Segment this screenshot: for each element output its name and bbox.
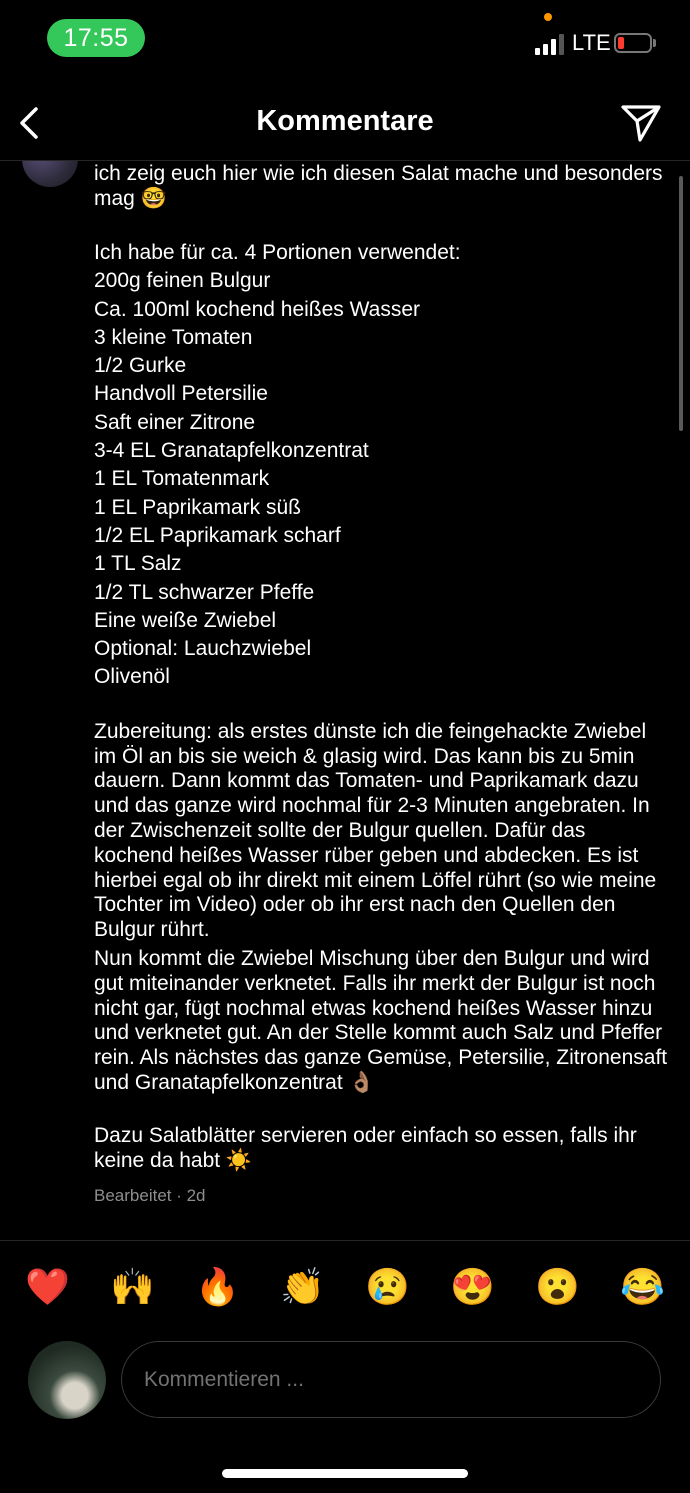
reaction-laughing[interactable]: 😂	[620, 1266, 665, 1307]
ingredient-line: 1 EL Paprikamark süß	[94, 495, 301, 519]
reaction-fire[interactable]: 🔥	[195, 1266, 240, 1307]
reaction-bar	[0, 1240, 690, 1333]
battery-icon	[614, 33, 652, 53]
ingredient-line: 1/2 TL schwarzer Pfeffe	[94, 580, 315, 604]
comment-meta[interactable]: Bearbeitet · 2d	[94, 1186, 206, 1206]
status-time: 17:55	[47, 19, 145, 57]
ingredient-line: 3 kleine Tomaten	[94, 325, 253, 349]
serving-paragraph: Dazu Salatblätter servieren oder einfach so essen, falls ihr keine da habt ☀️	[94, 1123, 637, 1172]
comment-input[interactable]	[121, 1341, 661, 1418]
ingredient-line: 1 EL Tomatenmark	[94, 467, 270, 491]
user-avatar[interactable]	[28, 1341, 106, 1419]
reaction-crying[interactable]: 😢	[365, 1266, 410, 1307]
status-bar	[0, 0, 690, 80]
preparation-paragraph-2: Nun kommt die Zwiebel Mischung über den Bulgur und wird gut miteinander verknetet. Falls ihr merkt der Bulgur ist noch nicht gar, fügt nochmal etwas kochend heißes Wasser hinzu und verknetet gut. An der Stelle kommt auch Salz und Pfeffer rein. Als nächstes das ganze Gemüse, Petersilie, Zitronensaft und Granatapfelkonzentrat 👌🏽	[94, 946, 668, 1094]
privacy-indicator-dot	[544, 13, 552, 21]
cellular-signal-icon	[535, 33, 565, 55]
header	[0, 90, 690, 161]
ingredient-line: Olivenöl	[94, 665, 170, 689]
comment-thread	[0, 161, 690, 1239]
ingredient-line: 3-4 EL Granatapfelkonzentrat	[94, 439, 369, 463]
reaction-clapping[interactable]: 👏	[280, 1266, 325, 1307]
ingredient-line: 1 TL Salz	[94, 552, 182, 576]
comment-intro: ich zeig euch hier wie ich diesen Salat mache und besonders mag 🤓	[94, 162, 663, 210]
ingredients-heading: Ich habe für ca. 4 Portionen verwendet:	[94, 241, 461, 264]
ingredient-line: Ca. 100ml kochend heißes Wasser	[94, 297, 421, 321]
reaction-heart[interactable]: ❤️	[25, 1266, 70, 1307]
home-indicator[interactable]	[222, 1469, 468, 1478]
ingredient-line: 1/2 Gurke	[94, 354, 187, 378]
scrollbar[interactable]	[679, 176, 683, 431]
preparation-paragraph-1: Zubereitung: als erstes dünste ich die feingehackte Zwiebel im Öl an bis sie weich & glasig wird. Das kann bis zu 5min dauern. Dann kommt das Tomaten- und Paprikamark dazu und das ganze wird nochmal für 2-3 Minuten angebraten. In der Zwischenzeit sollte der Bulgur quellen. Dafür das kochend heißes Wasser rüber geben und abdecken. Es ist hierbei egal ob ihr direkt mit einem Löffel rührt (so wie meine Tochter im Video) oder ob ihr erst nach den Quellen den Bulgur rührt.	[94, 719, 657, 942]
ingredient-list	[94, 267, 669, 691]
commenter-avatar[interactable]	[22, 161, 78, 187]
ingredient-line: 200g feinen Bulgur	[94, 269, 271, 293]
reaction-heart-eyes[interactable]: 😍	[450, 1266, 495, 1307]
ingredient-line: Optional: Lauchzwiebel	[94, 637, 312, 661]
ingredient-line: Handvoll Petersilie	[94, 382, 268, 406]
reaction-surprised[interactable]: 😮	[535, 1266, 580, 1307]
battery-cap	[653, 39, 656, 47]
reaction-raising-hands[interactable]: 🙌	[110, 1266, 155, 1307]
page-title: Kommentare	[256, 105, 434, 137]
comment-body	[94, 161, 669, 1207]
ingredient-line: 1/2 EL Paprikamark scharf	[94, 523, 341, 547]
ingredient-line: Eine weiße Zwiebel	[94, 608, 277, 632]
send-paper-plane-icon[interactable]	[620, 103, 662, 143]
ingredient-line: Saft einer Zitrone	[94, 410, 256, 434]
network-type: LTE	[572, 30, 611, 55]
